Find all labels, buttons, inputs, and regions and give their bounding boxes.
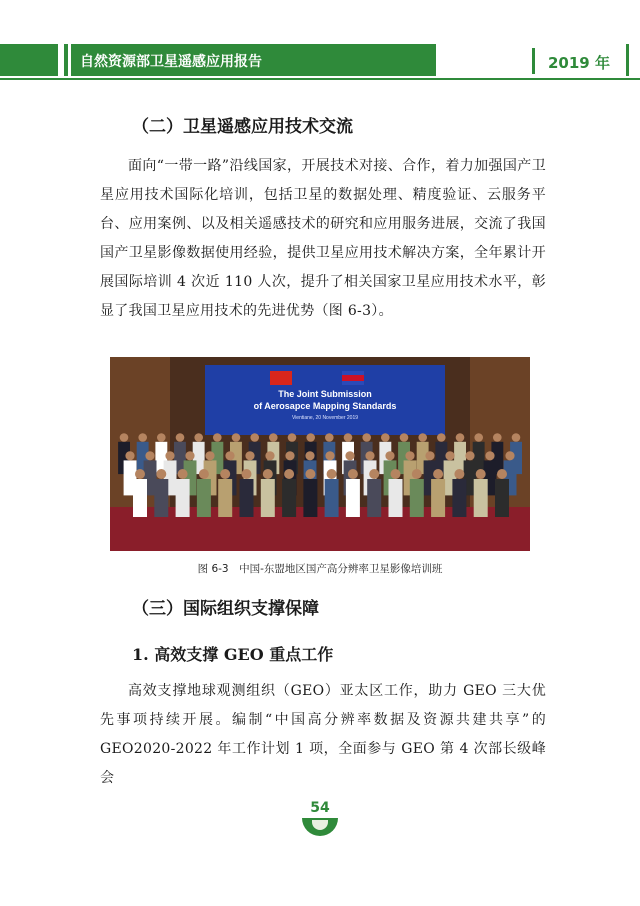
body-paragraph: 面向“一带一路”沿线国家，开展技术对接、合作，着力加强国产卫星应用技术国际化培训，包括卫星的数据处理、精度验证、云服务平台、应用案例、以及相关遥感技术的研究和应用服务进展，交流了我国国产卫星影像数据使用经验，提供卫星应用技术解决方案，全年累计开展国际培训 4 次近 110 人次，提升了相关国家卫星应用技术水平，彰显了我国卫星应用技术的先进优势（图 6-3）。 <box>100 158 546 319</box>
person-head <box>425 451 434 460</box>
person-head <box>445 451 454 460</box>
person-body <box>197 479 211 517</box>
person-head <box>505 451 514 460</box>
china-flag <box>270 371 292 385</box>
person-body <box>431 479 445 517</box>
person-head <box>242 469 252 479</box>
page-number: 54 <box>310 800 330 816</box>
photo-banner <box>205 365 445 435</box>
report-year: 2019 年 <box>548 54 610 72</box>
person-head <box>474 433 483 442</box>
person-head <box>265 451 274 460</box>
person-head <box>305 451 314 460</box>
person-head <box>178 469 188 479</box>
person-head <box>325 451 334 460</box>
person-head <box>400 433 409 442</box>
figure-caption: 图 6-3 中国-东盟地区国产高分辨率卫星影像培训班 <box>197 563 443 575</box>
person-head <box>285 451 294 460</box>
person-head <box>391 469 401 479</box>
group-photo-image <box>110 357 530 551</box>
group-photo <box>110 357 530 551</box>
person-head <box>381 433 390 442</box>
person-head <box>232 433 241 442</box>
person-head <box>225 451 234 460</box>
person-head <box>362 433 371 442</box>
person-head <box>327 469 337 479</box>
person-head <box>405 451 414 460</box>
person-head <box>465 451 474 460</box>
section-title: （二）卫星遥感应用技术交流 <box>132 117 353 137</box>
person-head <box>120 433 129 442</box>
person-head <box>288 433 297 442</box>
person-body <box>154 479 168 517</box>
page-emblem-icon <box>302 818 338 836</box>
person-head <box>433 469 443 479</box>
person-body <box>325 479 339 517</box>
person-head <box>365 451 374 460</box>
person-head <box>325 433 334 442</box>
person-head <box>263 469 273 479</box>
person-head <box>135 469 145 479</box>
person-head <box>512 433 521 442</box>
person-body <box>367 479 381 517</box>
person-head <box>125 451 134 460</box>
person-body <box>410 479 424 517</box>
person-body <box>282 479 296 517</box>
header-edge <box>626 44 629 76</box>
person-head <box>205 451 214 460</box>
person-body <box>176 479 190 517</box>
banner-line-1: The Joint Submission <box>278 389 372 399</box>
section-title: （三）国际组织支撑保障 <box>132 599 319 619</box>
report-title: 自然资源部卫星遥感应用报告 <box>80 54 262 70</box>
person-body <box>133 479 147 517</box>
banner-line-3: Vientiane, 20 November 2019 <box>291 415 359 421</box>
header-stripe <box>58 44 64 76</box>
subsection-title: 1. 高效支撑 GEO 重点工作 <box>132 645 334 664</box>
person-body <box>452 479 466 517</box>
person-body <box>389 479 403 517</box>
person-head <box>185 451 194 460</box>
person-head <box>176 433 185 442</box>
person-head <box>454 469 464 479</box>
person-head <box>497 469 507 479</box>
person-head <box>418 433 427 442</box>
person-head <box>385 451 394 460</box>
person-body <box>261 479 275 517</box>
person-head <box>145 451 154 460</box>
person-head <box>305 469 315 479</box>
person-head <box>476 469 486 479</box>
person-head <box>220 469 230 479</box>
person-head <box>213 433 222 442</box>
person-head <box>269 433 278 442</box>
person-head <box>412 469 422 479</box>
person-head <box>306 433 315 442</box>
person-body <box>218 479 232 517</box>
photo-carpet <box>110 507 530 551</box>
header-stripe <box>68 44 71 76</box>
person-body <box>240 479 254 517</box>
person-head <box>250 433 259 442</box>
person-head <box>156 469 166 479</box>
person-head <box>348 469 358 479</box>
person-body <box>303 479 317 517</box>
person-body <box>474 479 488 517</box>
person-head <box>245 451 254 460</box>
person-head <box>284 469 294 479</box>
person-body <box>346 479 360 517</box>
person-head <box>138 433 147 442</box>
person-head <box>493 433 502 442</box>
person-head <box>456 433 465 442</box>
person-head <box>157 433 166 442</box>
page-header <box>0 44 640 78</box>
person-head <box>165 451 174 460</box>
person-head <box>437 433 446 442</box>
person-head <box>345 451 354 460</box>
person-head <box>485 451 494 460</box>
person-head <box>199 469 209 479</box>
person-body <box>495 479 509 517</box>
body-paragraph: 高效支撑地球观测组织（GEO）亚太区工作，助力 GEO 三大优先事项持续开展。编制“中国高分辨率数据及资源共建共享”的GEO2020-2022 年工作计划 1 项，全面参与 GEO 第 4 次部长级峰会 <box>100 683 546 786</box>
person-head <box>194 433 203 442</box>
banner-line-2: of Aerosapce Mapping Standards <box>253 401 397 411</box>
person-head <box>344 433 353 442</box>
person-head <box>369 469 379 479</box>
